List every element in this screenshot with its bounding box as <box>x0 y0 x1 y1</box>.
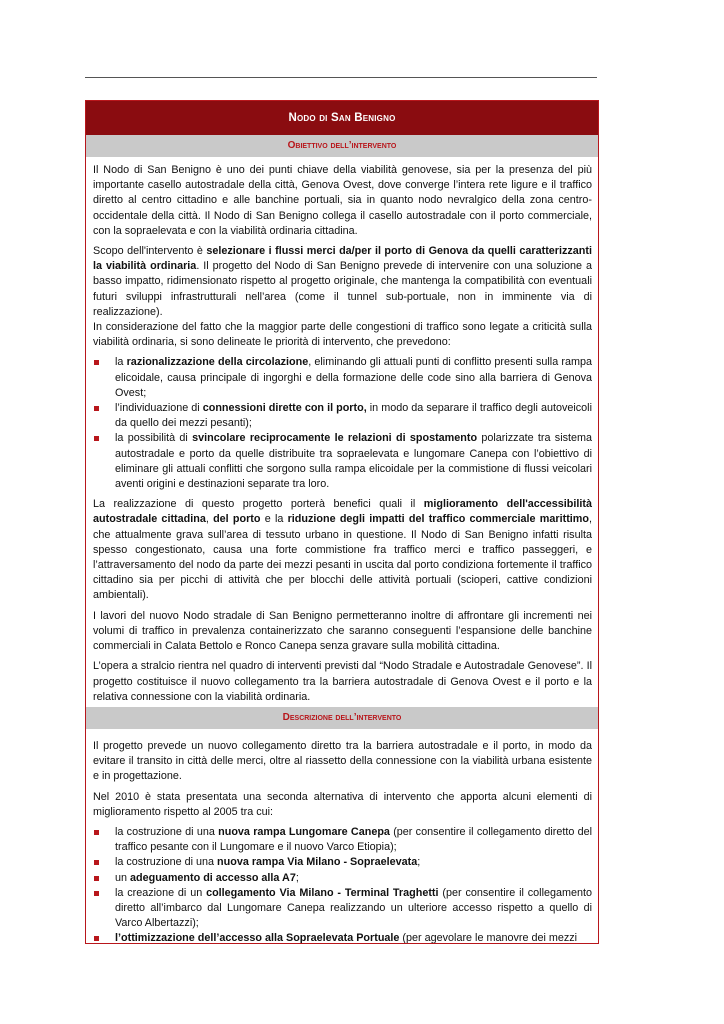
list-item: l’individuazione di connessioni dirette con il porto, in modo da separare il traffico degli autoveicoli da quello dei mezzi pesanti); <box>93 401 592 431</box>
paragraph: Il Nodo di San Benigno è uno dei punti chiave della viabilità genovese, sia per la presenza del più importante casello autostradale della città, Genova Ovest, dove converge l’intera rete ligure e il traffico diretto al centro cittadino e alle banchine portuali, sia in quanto nodo nevralgico della zona centro-occidentale della città. Il Nodo di San Benigno collega il casello autostradale con il porto commerciale, con la sopraelevata e con la viabilità ordinaria cittadina. <box>93 164 592 237</box>
square-bullet-icon <box>94 860 99 865</box>
paragraph: I lavori del nuovo Nodo stradale di San Benigno permetteranno inoltre di affrontare gli incrementi nei volumi di traffico in prevalenza containerizzato che saranno conseguenti l’espansione delle banchine commerciali in Calata Bettolo e Ronco Canepa senza gravare sulla mobilità cittadina. <box>93 609 592 653</box>
list-item: la razionalizzazione della circolazione, eliminando gli attuali punti di conflitto presenti sulla rampa elicoidale, causa principale di ingorghi e della formazione delle code sino alla barriera di Genova Ovest; <box>93 355 592 401</box>
list-item: la creazione di un collegamento Via Milano - Terminal Traghetti (per consentire il collegamento diretto all’imbarco dal Lungomare Canepa realizzando un ulteriore accesso rispetto a quello di Varco Albertazzi); <box>93 886 592 932</box>
section-heading-description: Descrizione dell’intervento <box>86 707 598 729</box>
paragraph: Nel 2010 è stata presentata una seconda alternativa di intervento che apporta alcuni elementi di miglioramento rispetto al 2005 tra cui: <box>93 790 592 818</box>
paragraph: Il progetto prevede un nuovo collegamento diretto tra la barriera autostradale e il porto, in modo da evitare il transito in città delle merci, oltre al riassetto della connessione con la viabilità urbana esistente e in progettazione. <box>93 739 592 783</box>
list-item: l’ottimizzazione dell’accesso alla Sopraelevata Portuale (per agevolare le manovre dei mezzi <box>93 931 592 944</box>
square-bullet-icon <box>94 876 99 881</box>
document-title: Nodo di San Benigno <box>86 101 598 135</box>
square-bullet-icon <box>94 360 99 365</box>
list-item: la costruzione di una nuova rampa Via Milano - Sopraelevata; <box>93 855 592 870</box>
square-bullet-icon <box>94 830 99 835</box>
bullet-list-priorities <box>93 355 592 492</box>
section-description-body <box>86 729 598 944</box>
list-item: un adeguamento di accesso alla A7; <box>93 871 592 886</box>
square-bullet-icon <box>94 936 99 941</box>
paragraph: In considerazione del fatto che la maggior parte delle congestioni di traffico sono legate a criticità sulla viabilità ordinaria, si sono delineate le priorità di intervento, che prevedono: <box>93 321 592 349</box>
header-rule <box>85 77 597 78</box>
bullet-list-improvements <box>93 825 592 944</box>
list-item: la possibilità di svincolare reciprocamente le relazioni di spostamento polarizzate tra sistema autostradale e porto da quelle distribuite tra sopraelevata e lungomare Canepa con l’obiettivo di eliminare gli attuali conflitti che sorgono sulla rampa elicoidale per la commistione di flussi veicolari aventi origini e destinazioni separate tra loro. <box>93 431 592 492</box>
square-bullet-icon <box>94 436 99 441</box>
paragraph: L’opera a stralcio rientra nel quadro di interventi previsti dal “Nodo Stradale e Autostradale Genovese”. Il progetto costituisce il nuovo collegamento tra la barriera autostradale di Genova Ovest e il porto e la relativa connessione con la viabilità ordinaria. <box>93 660 592 703</box>
section-objective-body <box>86 157 598 705</box>
document-box <box>85 100 599 944</box>
section-heading-objective: Obiettivo dell’intervento <box>86 135 598 157</box>
square-bullet-icon <box>94 891 99 896</box>
paragraph: Scopo dell'intervento è selezionare i flussi merci da/per il porto di Genova da quelli caratterizzanti la viabilità ordinaria. Il progetto del Nodo di San Benigno prevede di intervenire con una soluzione a basso impatto, ridimensionato rispetto al progetto originale, che mantenga la compatibilità con eventuali futuri sviluppi infrastrutturali nell’area (come il tunnel sub-portuale, non in imminente via di realizzazione). <box>93 245 592 318</box>
square-bullet-icon <box>94 406 99 411</box>
list-item: la costruzione di una nuova rampa Lungomare Canepa (per consentire il collegamento diretto del traffico pesante con il Lungomare e il nuovo Varco Etiopia); <box>93 825 592 855</box>
paragraph: La realizzazione di questo progetto porterà benefici quali il miglioramento dell'accessibilità autostradale cittadina, del porto e la riduzione degli impatti del traffico commerciale marittimo, che attualmente grava sull’area di tessuto urbano in questione. Il Nodo di San Benigno infatti risulta spesso congestionato, causa una forte commistione fra traffico merci e traffico passeggeri, e l’attraversamento del nodo da parte dei mezzi pesanti in uscita dal porto condiziona fortemente il traffico cittadino sia per picchi di attività che per blocchi delle attività portuali (scioperi, cattive condizioni ambientali). <box>93 498 592 602</box>
